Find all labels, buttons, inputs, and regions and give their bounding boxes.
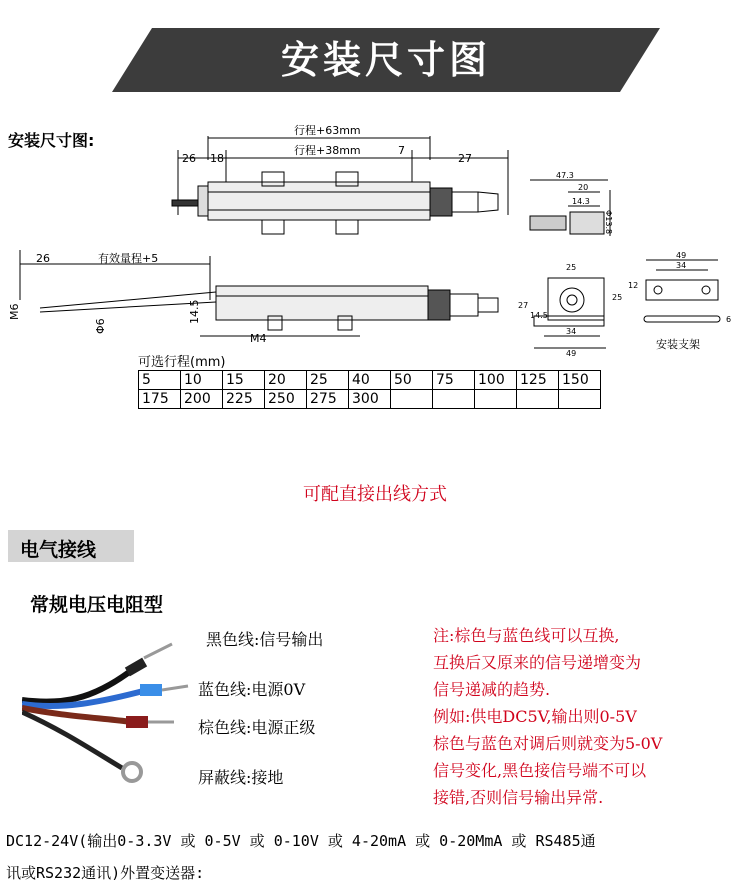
end-dim-14: 14.5 [530, 311, 548, 320]
stroke-cell [517, 390, 559, 409]
standard-type-label: 常规电压电阻型 [30, 594, 164, 616]
dim-18: 18 [210, 152, 224, 165]
side-dim-47: 47.3 [556, 171, 574, 180]
end-dim-25b: 25 [612, 293, 623, 302]
side-dim-20: 20 [578, 183, 589, 192]
stroke-cell: 100 [475, 371, 517, 390]
dim-stroke-38: 行程+38mm [294, 144, 361, 157]
direct-wire-option-note: 可配直接出线方式 [303, 484, 447, 505]
transmitter-spec-line-2: 讯或RS232通讯)外置变送器: [6, 864, 205, 882]
stroke-cell: 50 [391, 371, 433, 390]
dim-stroke-63: 行程+63mm [294, 124, 361, 137]
bracket-dim-12: 12 [628, 281, 639, 290]
bracket-dim-34: 34 [676, 261, 687, 270]
stroke-table-caption: 可选行程(mm) [138, 355, 226, 370]
stroke-cell: 75 [433, 371, 475, 390]
dim-m4: M4 [250, 332, 267, 345]
wire-black-label: 黑色线:信号输出 [206, 630, 324, 649]
stroke-cell: 10 [181, 371, 223, 390]
side-dim-14: 14.3 [572, 197, 590, 206]
wire-brown-label: 棕色线:电源正级 [198, 718, 316, 737]
bracket-dim-49: 49 [676, 251, 687, 260]
side-dim-phi: Φ13.8 [604, 210, 613, 235]
end-dim-34: 34 [566, 327, 577, 336]
stroke-cell [433, 390, 475, 409]
dim-27: 27 [458, 152, 472, 165]
note-line: 注:棕色与蓝色线可以互换, [433, 626, 620, 645]
dim-7: 7 [398, 144, 405, 157]
install-dimension-label: 安装尺寸图: [8, 131, 95, 150]
end-dim-49: 49 [566, 349, 577, 358]
dimension-drawing [0, 120, 750, 370]
stroke-cell: 25 [307, 371, 349, 390]
dim-26: 26 [182, 152, 196, 165]
stroke-cell: 40 [349, 371, 391, 390]
bracket-dim-6: 6 [726, 315, 732, 324]
stroke-cell [475, 390, 517, 409]
note-line: 互换后又原来的信号递增变为 [433, 653, 642, 672]
stroke-cell: 20 [265, 371, 307, 390]
dim-14-5: 14.5 [188, 299, 201, 324]
note-line: 例如:供电DC5V,输出则0-5V [433, 707, 637, 726]
stroke-row-2 [139, 390, 601, 409]
stroke-table [138, 370, 601, 409]
stroke-cell: 275 [307, 390, 349, 409]
note-line: 信号递减的趋势. [433, 680, 551, 699]
stroke-cell: 125 [517, 371, 559, 390]
stroke-cell: 300 [349, 390, 391, 409]
stroke-cell: 225 [223, 390, 265, 409]
stroke-cell: 15 [223, 371, 265, 390]
note-line: 棕色与蓝色对调后则就变为5-0V [433, 734, 663, 753]
wire-blue-label: 蓝色线:电源0V [198, 680, 306, 699]
stroke-cell: 5 [139, 371, 181, 390]
wiring-note [433, 622, 662, 811]
stroke-cell: 175 [139, 390, 181, 409]
dim-m6: M6 [8, 303, 21, 320]
stroke-row-1 [139, 371, 601, 390]
note-line: 接错,否则信号输出异常. [433, 788, 604, 807]
end-dim-25: 25 [566, 263, 577, 272]
stroke-cell: 200 [181, 390, 223, 409]
dim-effective-range: 有效量程+5 [98, 252, 159, 265]
end-dim-27: 27 [518, 301, 529, 310]
note-line: 信号变化,黑色接信号端不可以 [433, 761, 647, 780]
stroke-cell: 250 [265, 390, 307, 409]
stroke-cell [559, 390, 601, 409]
bracket-label: 安装支架 [656, 338, 700, 351]
dim-bottom-26: 26 [36, 252, 50, 265]
stroke-cell [391, 390, 433, 409]
cable-illustration [22, 630, 192, 790]
dim-phi6: Φ6 [94, 318, 107, 334]
stroke-cell: 150 [559, 371, 601, 390]
wire-shield-label: 屏蔽线:接地 [198, 768, 284, 787]
page-title: 安装尺寸图 [280, 38, 491, 82]
electrical-section-label: 电气接线 [20, 539, 97, 561]
transmitter-spec-line-1: DC12-24V(输出0-3.3V 或 0-5V 或 0-10V 或 4-20mA 或 0-20MmA 或 RS485通 [6, 832, 596, 850]
